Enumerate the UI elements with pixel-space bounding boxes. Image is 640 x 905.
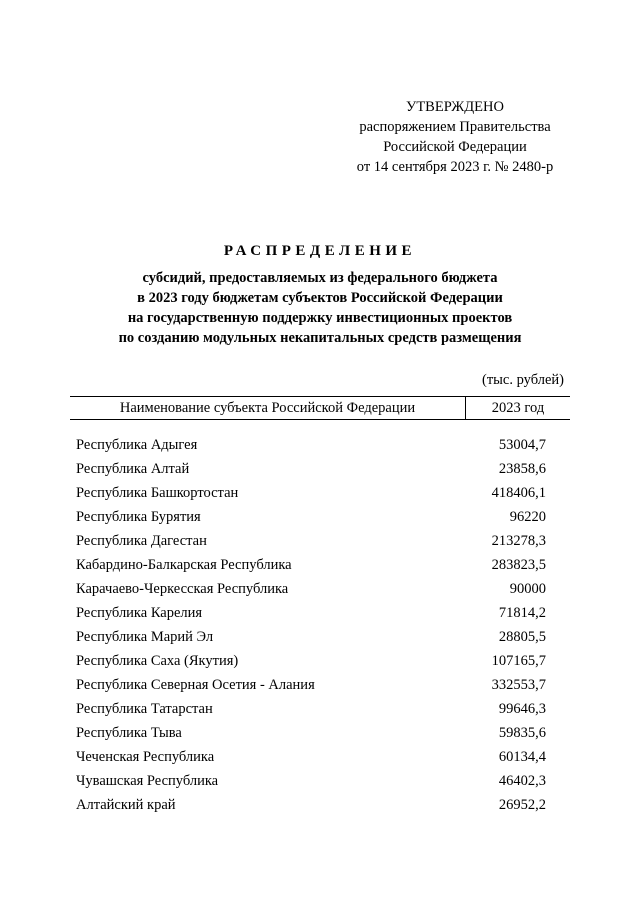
approval-line: Российской Федерации bbox=[383, 139, 527, 155]
table-row bbox=[76, 769, 546, 793]
subsidy-value: 60134,4 bbox=[498, 749, 546, 765]
subsidy-value: 71814,2 bbox=[498, 605, 546, 621]
approval-date: от 14 сентября 2023 г. № 2480-р bbox=[356, 159, 554, 175]
region-name: Карачаево-Черкесская Республика bbox=[76, 581, 289, 597]
table-row bbox=[76, 529, 546, 553]
region-name: Республика Дагестан bbox=[76, 533, 207, 549]
subtitle-line: в 2023 году бюджетам субъектов Российской Федерации bbox=[137, 290, 503, 306]
table-row bbox=[76, 721, 546, 745]
subsidy-value: 53004,7 bbox=[498, 437, 546, 453]
subsidy-value: 283823,5 bbox=[491, 557, 546, 573]
table-row bbox=[76, 625, 546, 649]
subsidy-value: 90000 bbox=[509, 581, 546, 597]
region-name: Чеченская Республика bbox=[76, 749, 215, 765]
document-subtitle bbox=[0, 268, 640, 348]
table-row bbox=[76, 433, 546, 457]
table-row bbox=[76, 601, 546, 625]
table-row bbox=[76, 577, 546, 601]
approval-stamp bbox=[350, 97, 560, 177]
subsidy-value: 96220 bbox=[509, 509, 546, 525]
subsidy-value: 28805,5 bbox=[498, 629, 546, 645]
region-name: Республика Татарстан bbox=[76, 701, 213, 717]
region-name: Кабардино-Балкарская Республика bbox=[76, 557, 292, 573]
table-row bbox=[76, 793, 546, 817]
region-name: Республика Карелия bbox=[76, 605, 203, 621]
table-row bbox=[76, 457, 546, 481]
region-name: Республика Тыва bbox=[76, 725, 182, 741]
header-year: 2023 год bbox=[491, 400, 545, 416]
document-title: РАСПРЕДЕЛЕНИЕ bbox=[223, 243, 417, 259]
table-row bbox=[76, 505, 546, 529]
region-name: Республика Северная Осетия - Алания bbox=[76, 677, 315, 693]
table-row bbox=[76, 649, 546, 673]
table-row bbox=[76, 697, 546, 721]
header-region: Наименование субъекта Российской Федерации bbox=[70, 397, 466, 419]
subsidy-value: 418406,1 bbox=[491, 485, 546, 501]
unit-label: (тыс. рублей) bbox=[482, 372, 564, 388]
approval-line: распоряжением Правительства bbox=[359, 119, 551, 135]
table-row bbox=[76, 673, 546, 697]
approval-heading: УТВЕРЖДЕНО bbox=[406, 99, 504, 115]
subsidy-value: 23858,6 bbox=[498, 461, 546, 477]
region-name: Республика Марий Эл bbox=[76, 629, 214, 645]
subsidy-value: 26952,2 bbox=[498, 797, 546, 813]
table-body bbox=[76, 433, 546, 817]
region-name: Республика Алтай bbox=[76, 461, 190, 477]
region-name: Республика Саха (Якутия) bbox=[76, 653, 239, 669]
region-name: Чувашская Республика bbox=[76, 773, 219, 789]
table-header bbox=[70, 396, 570, 420]
subsidy-value: 99646,3 bbox=[498, 701, 546, 717]
subsidy-value: 107165,7 bbox=[491, 653, 546, 669]
subsidy-value: 332553,7 bbox=[491, 677, 546, 693]
subtitle-line: на государственную поддержку инвестиционных проектов bbox=[127, 310, 513, 326]
table-row bbox=[76, 553, 546, 577]
subtitle-line: по созданию модульных некапитальных средств размещения bbox=[118, 330, 522, 346]
subtitle-line: субсидий, предоставляемых из федерального бюджета bbox=[142, 270, 498, 286]
region-name: Республика Бурятия bbox=[76, 509, 201, 525]
region-name: Республика Башкортостан bbox=[76, 485, 239, 501]
subsidy-value: 46402,3 bbox=[498, 773, 546, 789]
subsidy-value: 59835,6 bbox=[498, 725, 546, 741]
subsidy-value: 213278,3 bbox=[491, 533, 546, 549]
region-name: Алтайский край bbox=[76, 797, 176, 813]
table-row bbox=[76, 481, 546, 505]
table-row bbox=[76, 745, 546, 769]
region-name: Республика Адыгея bbox=[76, 437, 198, 453]
